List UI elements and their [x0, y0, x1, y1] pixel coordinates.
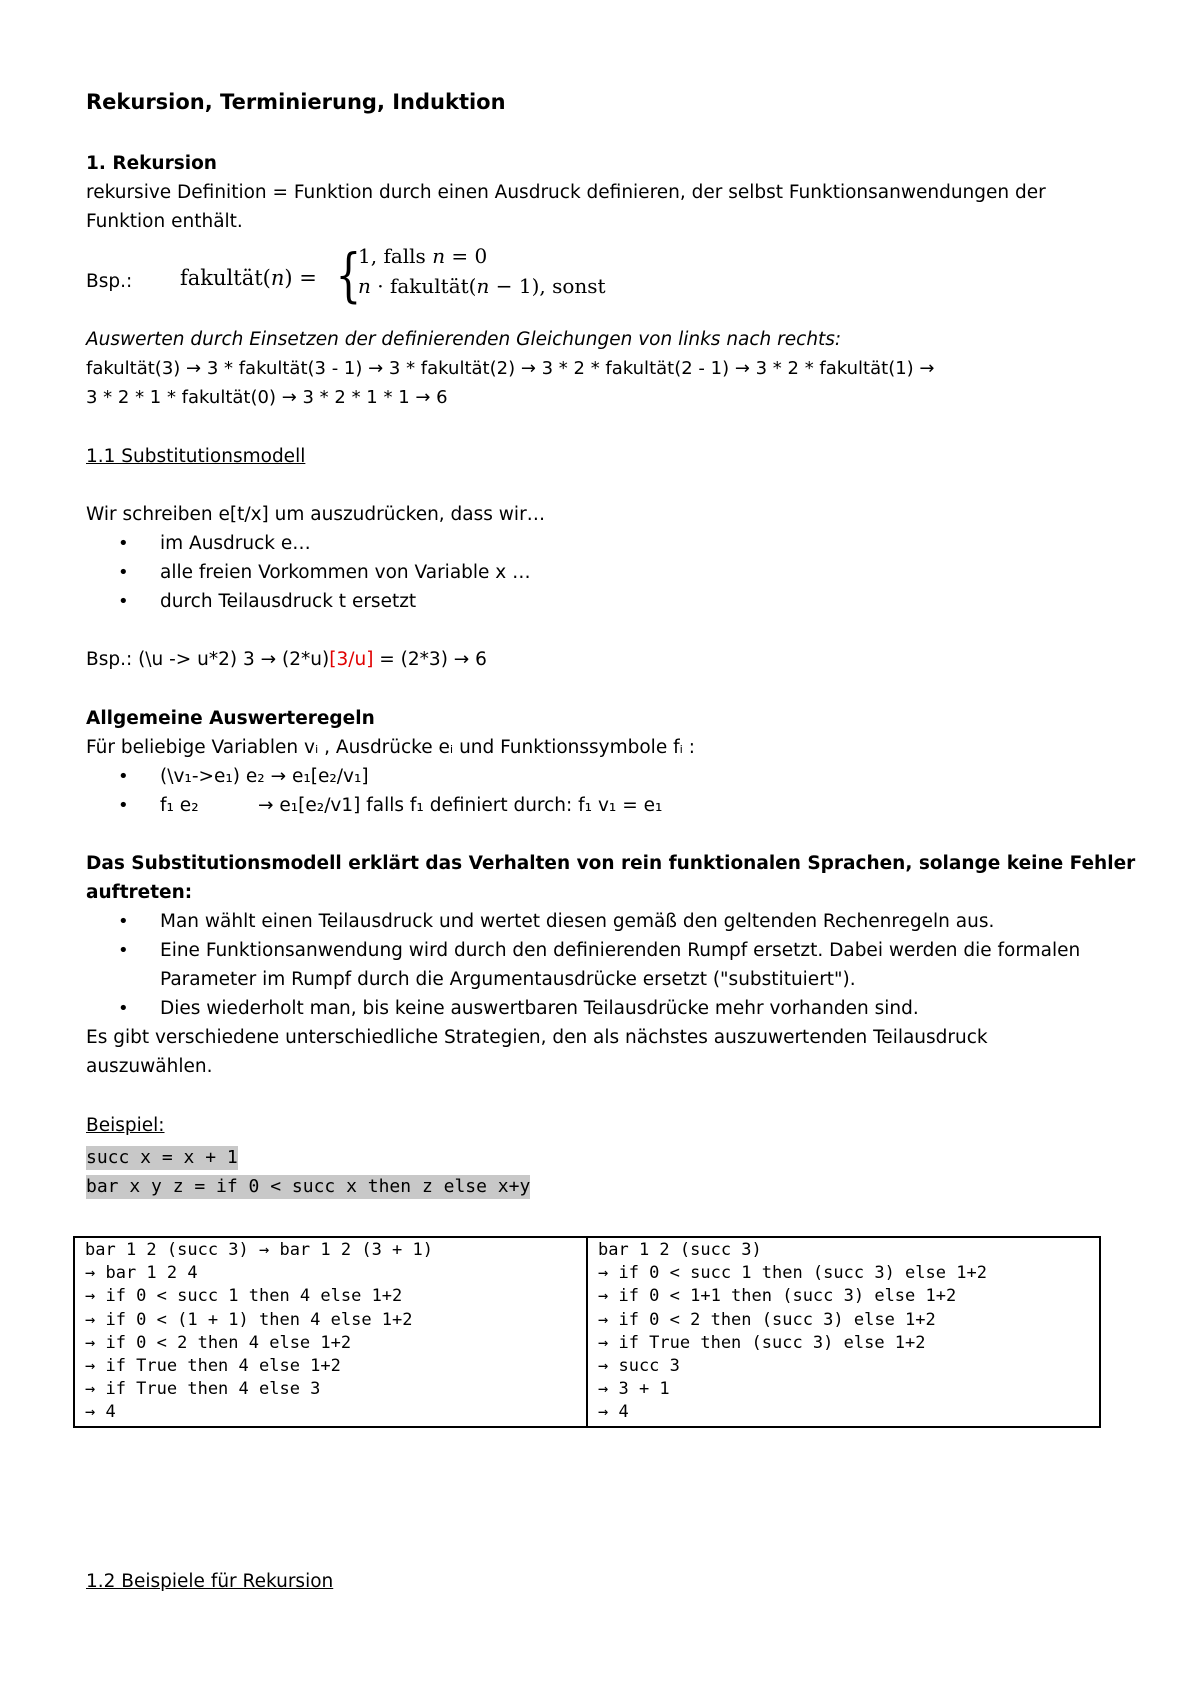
table-row: → if 0 < 1+1 then (succ 3) else 1+2 — [598, 1286, 957, 1307]
table-row: → if 0 < succ 1 then 4 else 1+2 — [85, 1286, 403, 1307]
rule-2-lhs: f₁ e₂ — [160, 795, 199, 816]
bullet-icon: • — [118, 533, 129, 554]
table-row: → 3 + 1 — [598, 1379, 670, 1400]
section-heading-substitution: 1.1 Substitutionsmodell — [86, 446, 306, 467]
rules-intro: Für beliebige Variablen vᵢ , Ausdrücke eᵢ und Funktionssymbole fᵢ : — [86, 737, 696, 758]
table-row: → 4 — [598, 1402, 629, 1423]
substitution-intro: Wir schreiben e[t/x] um auszudrücken, dass wir… — [86, 504, 546, 525]
example-label: Bsp.: — [86, 271, 133, 292]
strategy-text-cont: auszuwählen. — [86, 1056, 213, 1077]
table-row: → if 0 < 2 then 4 else 1+2 — [85, 1332, 352, 1353]
definition-text: rekursive Definition = Funktion durch einen Ausdruck definieren, der selbst Funktionsanwendungen der — [86, 182, 1046, 203]
definition-text-cont: Funktion enthält. — [86, 211, 243, 232]
bullet-icon: • — [118, 562, 129, 583]
bullet-icon: • — [118, 940, 129, 961]
formula-lhs: fakultät(n) = — [180, 266, 317, 290]
substitution-example: Bsp.: (\u -> u*2) 3 → (2*u)[3/u] = (2*3) → 6 — [86, 649, 487, 670]
evaluation-column-left — [74, 1237, 587, 1427]
bullet-icon: • — [118, 998, 129, 1019]
rule-2-rhs: → e₁[e₂/v1] falls f₁ definiert durch: f₁ v₁ = e₁ — [258, 795, 663, 816]
table-row: bar 1 2 (succ 3) — [598, 1240, 762, 1260]
evaluation-heading: Auswerten durch Einsetzen der definierenden Gleichungen von links nach rechts: — [86, 329, 842, 350]
list-item: durch Teilausdruck t ersetzt — [160, 591, 417, 612]
model-bullet-cont: Parameter im Rumpf durch die Argumentausdrücke ersetzt ("substituiert"). — [160, 969, 856, 990]
bullet-icon: • — [118, 911, 129, 932]
table-row: bar 1 2 (succ 3) → bar 1 2 (3 + 1) — [85, 1240, 433, 1260]
table-row: → 4 — [85, 1402, 116, 1423]
table-row: → bar 1 2 4 — [85, 1263, 198, 1284]
code-line-bar: bar x y z = if 0 < succ x then z else x+y — [86, 1176, 531, 1197]
evaluation-column-right — [587, 1237, 1100, 1427]
table-row: → if 0 < succ 1 then (succ 3) else 1+2 — [598, 1263, 987, 1284]
model-bullet: Eine Funktionsanwendung wird durch den definierenden Rumpf ersetzt. Dabei werden die formalen — [160, 940, 1081, 961]
table-row: → if 0 < 2 then (succ 3) else 1+2 — [598, 1309, 936, 1330]
strategy-text: Es gibt verschiedene unterschiedliche Strategien, den als nächstes auszuwertenden Teilausdruck — [86, 1027, 988, 1048]
section-heading-rekursion: 1. Rekursion — [86, 153, 217, 174]
substitution-highlight: [3/u] — [329, 649, 374, 670]
table-row: → if True then 4 else 3 — [85, 1379, 321, 1400]
evaluation-table — [73, 1236, 1101, 1428]
table-row: → if True then (succ 3) else 1+2 — [598, 1332, 926, 1353]
model-statement-cont: auftreten: — [86, 882, 193, 903]
section-heading-examples: 1.2 Beispiele für Rekursion — [86, 1571, 334, 1592]
formula-brace: { — [335, 241, 362, 309]
list-item: alle freien Vorkommen von Variable x … — [160, 562, 531, 583]
page-title: Rekursion, Terminierung, Induktion — [86, 90, 506, 114]
code-line-succ: succ x = x + 1 — [86, 1147, 238, 1168]
table-row: → if 0 < (1 + 1) then 4 else 1+2 — [85, 1309, 413, 1330]
rules-heading: Allgemeine Auswerteregeln — [86, 708, 375, 729]
bullet-icon: • — [118, 591, 129, 612]
model-statement: Das Substitutionsmodell erklärt das Verhalten von rein funktionalen Sprachen, solange keine Fehler — [86, 853, 1136, 874]
formula-case-1: 1, falls n = 0 — [358, 244, 488, 268]
bullet-icon: • — [118, 795, 129, 816]
table-row: → succ 3 — [598, 1355, 680, 1376]
model-bullet: Man wählt einen Teilausdruck und wertet diesen gemäß den geltenden Rechenregeln aus. — [160, 911, 995, 932]
bullet-icon: • — [118, 766, 129, 787]
evaluation-line-1: fakultät(3) → 3 * fakultät(3 - 1) → 3 * fakultät(2) → 3 * 2 * fakultät(2 - 1) → 3 * 2 * fakultät(1) → — [86, 358, 935, 379]
rule-1: (\v₁->e₁) e₂ → e₁[e₂/v₁] — [160, 766, 369, 787]
table-row: → if True then 4 else 1+2 — [85, 1355, 341, 1376]
evaluation-line-2: 3 * 2 * 1 * fakultät(0) → 3 * 2 * 1 * 1 → 6 — [86, 387, 448, 408]
list-item: im Ausdruck e… — [160, 533, 311, 554]
factorial-formula — [180, 241, 620, 310]
formula-case-2: n · fakultät(n − 1), sonst — [358, 274, 606, 298]
example-heading: Beispiel: — [86, 1115, 165, 1136]
model-bullet: Dies wiederholt man, bis keine auswertbaren Teilausdrücke mehr vorhanden sind. — [160, 998, 919, 1019]
